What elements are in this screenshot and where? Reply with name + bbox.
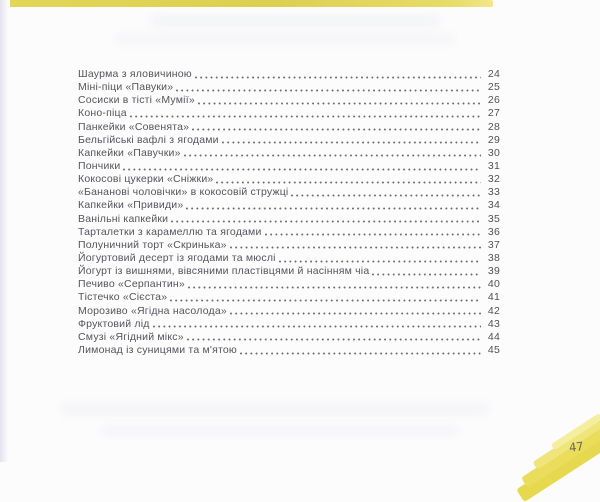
showthrough-smudge bbox=[150, 14, 440, 28]
toc-entry bbox=[78, 81, 500, 94]
toc-entry-title: Коно-піца bbox=[78, 107, 127, 120]
toc-entry-page: 26 bbox=[487, 94, 500, 107]
toc-entry bbox=[78, 147, 500, 160]
toc-entry bbox=[78, 107, 500, 120]
toc-entry-page: 33 bbox=[487, 186, 500, 199]
toc-entry bbox=[78, 252, 500, 265]
toc-entry bbox=[78, 291, 500, 304]
toc-entry bbox=[78, 226, 500, 239]
toc-entry bbox=[78, 134, 500, 147]
toc-entry bbox=[78, 265, 500, 278]
toc-entry-title: Морозиво «Ягідна насолода» bbox=[78, 304, 227, 317]
toc-leader-dots bbox=[195, 76, 481, 79]
toc-entry-page: 37 bbox=[487, 238, 500, 251]
toc-entry bbox=[78, 239, 500, 252]
toc-leader-dots bbox=[240, 352, 481, 355]
toc-entry bbox=[78, 305, 500, 318]
toc-leader-dots bbox=[170, 299, 481, 302]
toc-list bbox=[78, 68, 500, 357]
toc-leader-dots bbox=[186, 207, 481, 210]
toc-entry-title: Йогуртовий десерт із ягодами та мюслі bbox=[78, 251, 276, 264]
toc-entry-title: Лимонад із суницями та м'ятою bbox=[78, 343, 237, 356]
toc-entry bbox=[78, 173, 500, 186]
toc-entry-title: Тістечко «Сієста» bbox=[78, 291, 168, 304]
toc-entry-page: 35 bbox=[487, 212, 500, 225]
toc-entry-page: 39 bbox=[487, 265, 500, 278]
toc-leader-dots bbox=[153, 325, 481, 328]
toc-entry-page: 28 bbox=[487, 120, 500, 133]
toc-leader-dots bbox=[230, 312, 481, 315]
toc-entry-page: 38 bbox=[487, 251, 500, 264]
toc-entry-title: Панкейки «Совенята» bbox=[78, 120, 190, 133]
toc-leader-dots bbox=[291, 194, 481, 197]
toc-entry-page: 25 bbox=[487, 81, 500, 94]
toc-entry-page: 32 bbox=[487, 173, 500, 186]
toc-entry-title: Міні-піци «Павуки» bbox=[78, 81, 174, 94]
toc-entry-page: 44 bbox=[487, 330, 500, 343]
toc-entry bbox=[78, 94, 500, 107]
toc-entry-title: Тарталетки з карамеллю та ягодами bbox=[78, 225, 262, 238]
toc-entry-title: «Бананові чоловічки» в кокосовій стружці bbox=[78, 186, 289, 199]
toc-entry-page: 36 bbox=[487, 225, 500, 238]
toc-entry-title: Ванільні капкейки bbox=[78, 212, 169, 225]
toc-leader-dots bbox=[265, 233, 481, 236]
toc-leader-dots bbox=[222, 141, 481, 144]
toc-entry-title: Сосиски в тісті «Мумії» bbox=[78, 94, 195, 107]
toc-entry-title: Капкейки «Павучки» bbox=[78, 146, 181, 159]
toc-entry-page: 29 bbox=[487, 133, 500, 146]
toc-leader-dots bbox=[216, 181, 481, 184]
toc-entry-page: 45 bbox=[487, 343, 500, 356]
showthrough-smudge bbox=[60, 402, 490, 416]
toc-leader-dots bbox=[130, 115, 481, 118]
toc-entry bbox=[78, 160, 500, 173]
toc-leader-dots bbox=[187, 338, 481, 341]
showthrough-smudge bbox=[115, 33, 455, 45]
toc-entry-title: Фруктовий лід bbox=[78, 317, 150, 330]
toc-leader-dots bbox=[230, 246, 481, 249]
toc-entry bbox=[78, 121, 500, 134]
toc-entry bbox=[78, 68, 500, 81]
toc-entry bbox=[78, 199, 500, 212]
toc-leader-dots bbox=[176, 89, 481, 92]
toc-entry-title: Пончики bbox=[78, 159, 121, 172]
toc-entry-title: Печиво «Серпантин» bbox=[78, 278, 185, 291]
toc-entry-title: Капкейки «Привиди» bbox=[78, 199, 184, 212]
toc-leader-dots bbox=[171, 220, 481, 223]
toc-entry-title: Кокосові цукерки «Сніжки» bbox=[78, 173, 214, 186]
toc-leader-dots bbox=[188, 286, 481, 289]
toc-entry bbox=[78, 186, 500, 199]
toc-entry bbox=[78, 213, 500, 226]
toc-entry-title: Шаурма з яловичиною bbox=[78, 68, 192, 80]
toc-entry bbox=[78, 344, 500, 357]
toc-leader-dots bbox=[372, 273, 481, 276]
toc-entry-page: 40 bbox=[487, 278, 500, 291]
toc-entry-page: 43 bbox=[487, 317, 500, 330]
toc-entry-page: 41 bbox=[487, 291, 500, 304]
toc-entry-page: 30 bbox=[487, 146, 500, 159]
toc-entry-page: 27 bbox=[487, 107, 500, 120]
toc-entry bbox=[78, 318, 500, 331]
top-accent-strip bbox=[10, 0, 493, 7]
toc-entry-title: Полуничний торт «Скринька» bbox=[78, 238, 227, 251]
toc-entry-title: Бельгійські вафлі з ягодами bbox=[78, 133, 219, 146]
toc-entry bbox=[78, 278, 500, 291]
toc-entry-page: 24 bbox=[487, 68, 500, 80]
toc-entry-page: 42 bbox=[487, 304, 500, 317]
toc-entry-title: Йогурт із вишнями, вівсяними пластівцями й насінням чіа bbox=[78, 265, 370, 278]
showthrough-smudge bbox=[100, 425, 460, 437]
toc-entry bbox=[78, 331, 500, 344]
toc-entry-page: 31 bbox=[487, 159, 500, 172]
toc-entry-page: 34 bbox=[487, 199, 500, 212]
page-left-scan-edge bbox=[0, 0, 8, 462]
toc-leader-dots bbox=[184, 154, 481, 157]
toc-entry-title: Смузі «Ягідний мікс» bbox=[78, 330, 184, 343]
toc-leader-dots bbox=[279, 260, 481, 263]
page-number: 47 bbox=[567, 439, 584, 455]
toc-leader-dots bbox=[198, 102, 481, 105]
toc-leader-dots bbox=[192, 128, 481, 131]
toc-leader-dots bbox=[123, 168, 481, 171]
